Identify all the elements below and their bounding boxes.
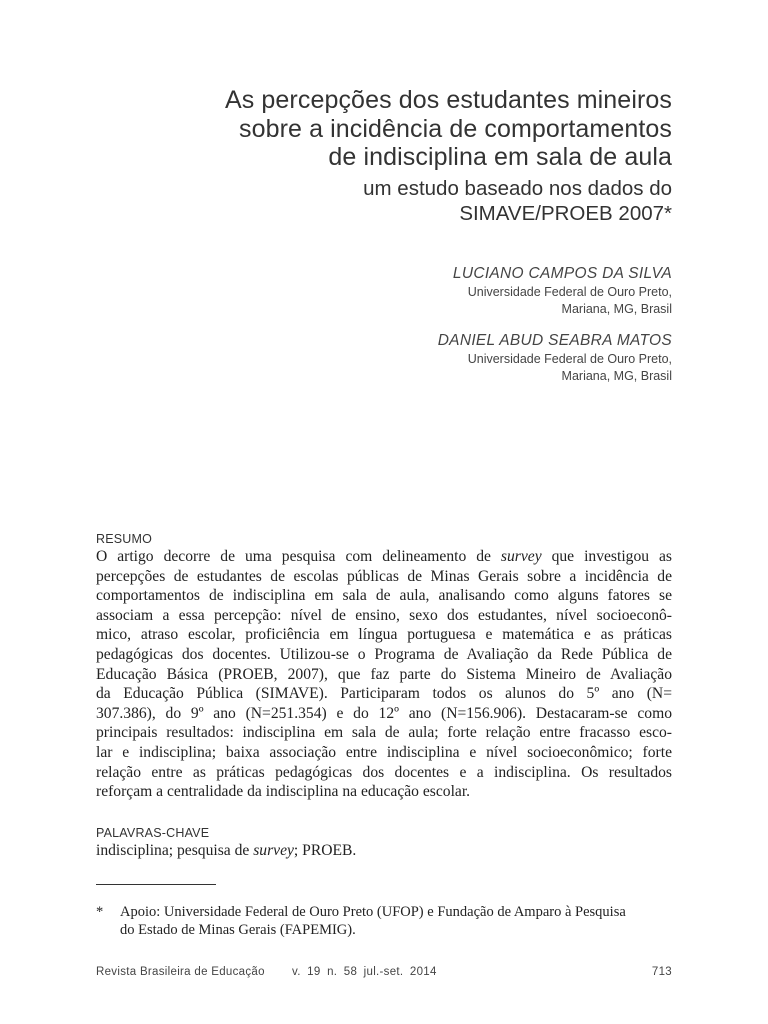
page-number: 713 <box>651 966 672 978</box>
author-name: LUCIANO CAMPOS DA SILVA <box>452 265 672 282</box>
abstract-body <box>96 547 672 802</box>
footnote-line: do Estado de Minas Gerais (FAPEMIG). <box>120 922 356 938</box>
author-affiliation-line: Universidade Federal de Ouro Preto, <box>467 285 672 299</box>
abstract-line: da Educação Pública (SIMAVE). Participaram todos os alunos do 5º ano (N= <box>96 685 672 703</box>
abstract-line: relação entre as práticas pedagógicas dos docentes e a indisciplina. Os resultados <box>96 763 672 781</box>
author-block <box>272 331 672 385</box>
abstract-line: principais resultados: indisciplina em sala de aula; forte relação entre fracasso esco- <box>96 724 672 742</box>
footnote-line: Apoio: Universidade Federal de Ouro Preto (UFOP) e Fundação de Amparo à Pesquisa <box>120 904 626 920</box>
keywords-text <box>96 841 672 861</box>
abstract-line: associam a essa percepção: nível de ensino, sexo dos estudantes, nível socioeconô- <box>96 606 672 624</box>
abstract-line: 307.386), do 9º ano (N=251.354) e do 12º ano (N=156.906). Destacaram-se como <box>96 704 672 722</box>
abstract-text-segment: O artigo decorre de uma pesquisa com delineamento de <box>96 548 501 565</box>
article-title-block <box>72 86 672 226</box>
keywords-section <box>96 825 672 861</box>
author-affiliation-line: Universidade Federal de Ouro Preto, <box>467 352 672 366</box>
footnote-marker: * <box>96 904 104 920</box>
footnote <box>96 903 672 939</box>
author-block <box>272 264 672 318</box>
article-subtitle-line: SIMAVE/PROEB 2007* <box>459 201 672 225</box>
author-name: DANIEL ABUD SEABRA MATOS <box>437 332 672 349</box>
journal-name: Revista Brasileira de Educação <box>96 966 265 978</box>
abstract-line: mico, atraso escolar, proficiência em língua portuguesa e matemática e as práticas <box>96 626 672 644</box>
author-affiliation-line: Mariana, MG, Brasil <box>561 302 672 316</box>
abstract-text-segment: que investigou as <box>541 548 673 565</box>
article-title-line: As percepções dos estudantes mineiros <box>225 86 672 114</box>
abstract-label: RESUMO <box>96 532 153 546</box>
keywords-italic-term: survey <box>253 842 294 859</box>
keywords-label: PALAVRAS-CHAVE <box>96 826 210 840</box>
footnote-divider <box>96 884 216 885</box>
abstract-line: percepções de estudantes de escolas públicas de Minas Gerais sobre a incidência de <box>96 567 672 585</box>
article-title-line: sobre a incidência de comportamentos <box>238 114 672 143</box>
abstract-line <box>96 547 672 567</box>
abstract-line: Educação Básica (PROEB, 2007), que faz parte do Sistema Mineiro de Avaliação <box>96 665 672 683</box>
abstract-line: reforçam a centralidade da indisciplina na educação escolar. <box>96 783 471 801</box>
author-affiliation-line: Mariana, MG, Brasil <box>561 369 672 383</box>
article-title-line: de indisciplina em sala de aula <box>328 143 672 171</box>
keywords-text-segment: ; PROEB. <box>293 842 357 859</box>
issue-info: v. 19 n. 58 jul.-set. 2014 <box>292 966 437 978</box>
abstract-line: pedagógicas dos docentes. Utilizou-se o Programa de Avaliação da Rede Pública de <box>96 645 672 663</box>
keywords-text-segment: indisciplina; pesquisa de <box>96 842 254 859</box>
abstract-line: comportamentos de indisciplina em sala de aula, analisando como alguns fatores se <box>96 587 672 605</box>
article-subtitle-line: um estudo baseado nos dados do <box>363 176 672 200</box>
abstract-line: lar e indisciplina; baixa associação entre indisciplina e nível socioeconômico; forte <box>96 743 672 761</box>
abstract-italic-term: survey <box>500 548 542 565</box>
article-subtitle <box>72 176 672 226</box>
abstract-section <box>96 531 672 802</box>
